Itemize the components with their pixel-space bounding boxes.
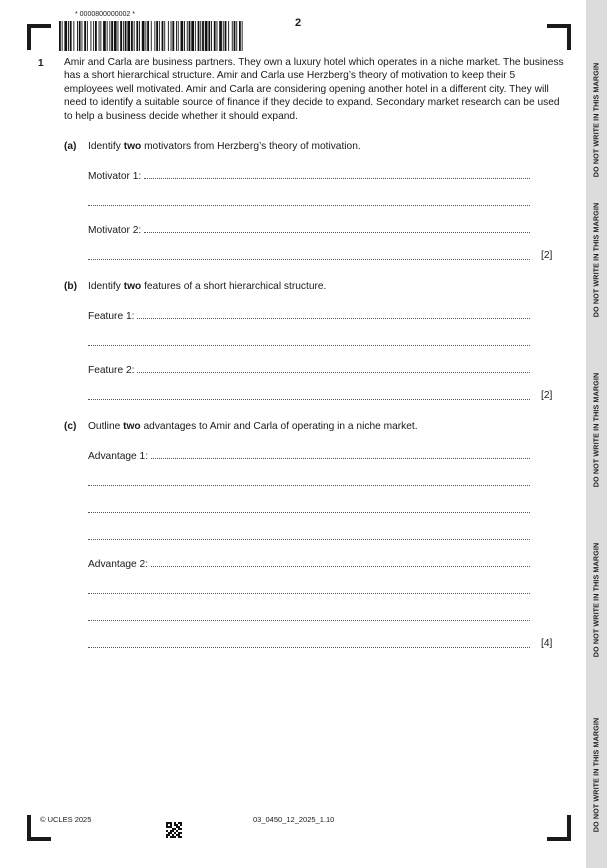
part-a-question: Identify two motivators from Herzberg’s theory of motivation. (88, 141, 361, 152)
answer-label: Advantage 2: (88, 559, 149, 570)
corner-mark-top-right (547, 24, 571, 50)
answer-line[interactable] (88, 222, 530, 236)
part-c-question: Outline two advantages to Amir and Carla of operating in a niche market. (88, 421, 418, 432)
document-code: 03_0450_12_2025_1.10 (253, 815, 335, 824)
answer-label: Feature 2: (88, 365, 135, 376)
answer-line[interactable] (88, 335, 530, 349)
answer-line[interactable] (88, 583, 530, 597)
answer-label: Advantage 1: (88, 451, 149, 462)
answer-line[interactable] (88, 637, 530, 651)
marks-a: [2] (541, 250, 553, 261)
marks-b: [2] (541, 390, 553, 401)
answer-line[interactable] (88, 168, 530, 182)
answer-line[interactable] (88, 475, 530, 489)
answer-line[interactable] (88, 502, 530, 516)
answer-line[interactable] (88, 448, 530, 462)
part-a-label: (a) (64, 141, 77, 152)
answer-line[interactable] (88, 529, 530, 543)
answer-line[interactable] (88, 249, 530, 263)
answer-line[interactable] (88, 362, 530, 376)
answer-label: Motivator 2: (88, 225, 142, 236)
part-b-question: Identify two features of a short hierarchical structure. (88, 281, 327, 292)
part-b-label: (b) (64, 281, 78, 292)
part-c-label: (c) (64, 421, 77, 432)
copyright: © UCLES 2025 (40, 815, 92, 824)
qr-code-icon (166, 822, 182, 838)
answer-label: Feature 1: (88, 311, 135, 322)
answer-label: Motivator 1: (88, 171, 142, 182)
answer-line[interactable] (88, 308, 530, 322)
answer-line[interactable] (88, 195, 530, 209)
marks-c: [4] (541, 638, 553, 649)
answer-line[interactable] (88, 389, 530, 403)
answer-line[interactable] (88, 610, 530, 624)
corner-mark-bottom-right (547, 815, 571, 841)
question-number: 1 (38, 58, 44, 69)
barcode (59, 21, 244, 51)
question-intro: Amir and Carla are business partners. They own a luxury hotel which operates in a niche market. The business has a short hierarchical structure. Amir and Carla use Herzberg’s theory of motivation to keep their 5 employees well motivated. Amir and Carla are considering opening another hotel in a different city. They will need to identify a suitable source of finance if they decide to expand. Secondary market research can be used to help a business decide whether it should expand. (64, 57, 564, 122)
answer-line[interactable] (88, 556, 530, 570)
barcode-text: * 0000800000002 * (75, 11, 135, 18)
corner-mark-top-left (27, 24, 51, 50)
page-number: 2 (295, 17, 302, 29)
